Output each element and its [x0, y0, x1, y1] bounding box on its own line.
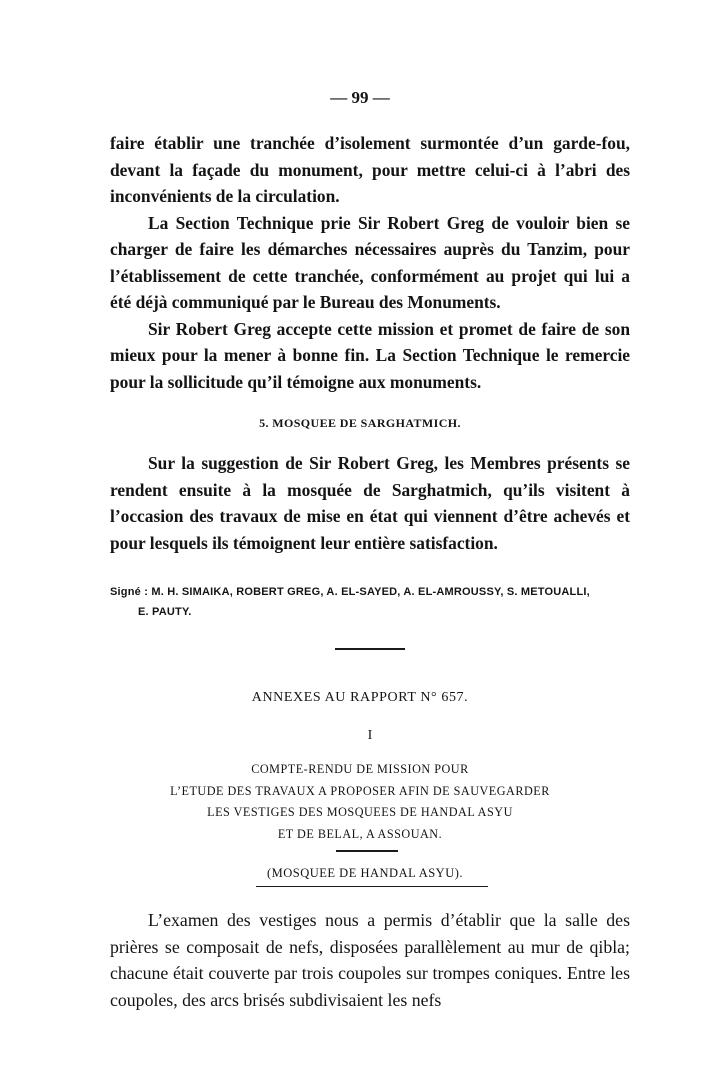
signatures-line-2: E. PAUTY.: [138, 606, 192, 618]
signatures: [110, 582, 640, 622]
continuation-paragraph: faire établir une tranchée d’isolement surmontée d’un garde-fou, devant la façade du monument, pour mettre celui-ci à l’abri des inconvénients de la circulation.: [110, 133, 630, 206]
paragraph-examen: L’examen des vestiges nous a permis d’établir que la salle des prières se composait de nefs, disposées parallèlement au mur de qibla; chacune était couverte par trois coupoles sur trompes coniques. Entre les coupoles, des arcs brisés subdivisaient les nefs: [110, 910, 630, 1010]
divider-rule: [335, 648, 405, 650]
visit-text-block: [110, 450, 630, 556]
section-heading: 5. MOSQUEE DE SARGHATMICH.: [259, 416, 461, 430]
subtitle-underline: [256, 886, 488, 887]
annex-title: ANNEXES AU RAPPORT N° 657.: [251, 690, 469, 705]
examen-text-block: [110, 907, 630, 1013]
annex-numeral: I: [367, 728, 373, 743]
mission-title-line: LES VESTIGES DES MOSQUEES DE HANDAL ASYU: [207, 805, 513, 819]
signature-label: Signé :: [110, 586, 149, 598]
mission-title-line: L’ETUDE DES TRAVAUX A PROPOSER AFIN DE SAUVEGARDER: [170, 783, 550, 798]
paragraph-visit: Sur la suggestion de Sir Robert Greg, les Membres présents se rendent ensuite à la mosquée de Sarghatmich, qu’ils visitent à l’occasion des travaux de mise en état qui viennent d’être achevés et pour lesquels ils témoignent leur entière satisfaction.: [110, 453, 630, 553]
paragraph-section-technique: La Section Technique prie Sir Robert Greg de vouloir bien se charger de faire les démarches nécessaires auprès du Tanzim, pour l’établissement de cette tranchée, conformément au projet qui lui a été déjà communiqué par le Bureau des Monuments.: [110, 212, 630, 312]
signatures-line-1: [110, 582, 640, 602]
mission-title-line: COMPTE-RENDU DE MISSION POUR: [251, 762, 469, 776]
paragraph-greg: Sir Robert Greg accepte cette mission et promet de faire de son mieux pour la mener à bonne fin. La Section Technique le remercie pour la sollicitude qu’il témoigne aux monuments.: [110, 318, 630, 392]
signatories: M. H. SIMAIKA, ROBERT GREG, A. EL-SAYED, A. EL-AMROUSSY, S. METOUALLI,: [151, 586, 590, 598]
annex-subtitle: (MOSQUEE DE HANDAL ASYU).: [266, 866, 464, 880]
short-rule: [336, 850, 398, 852]
mission-title-line: ET DE BELAL, A ASSOUAN.: [277, 826, 443, 841]
upper-text-block: [110, 130, 630, 395]
page-number: — 99 —: [330, 88, 390, 107]
mission-title: [0, 759, 720, 845]
